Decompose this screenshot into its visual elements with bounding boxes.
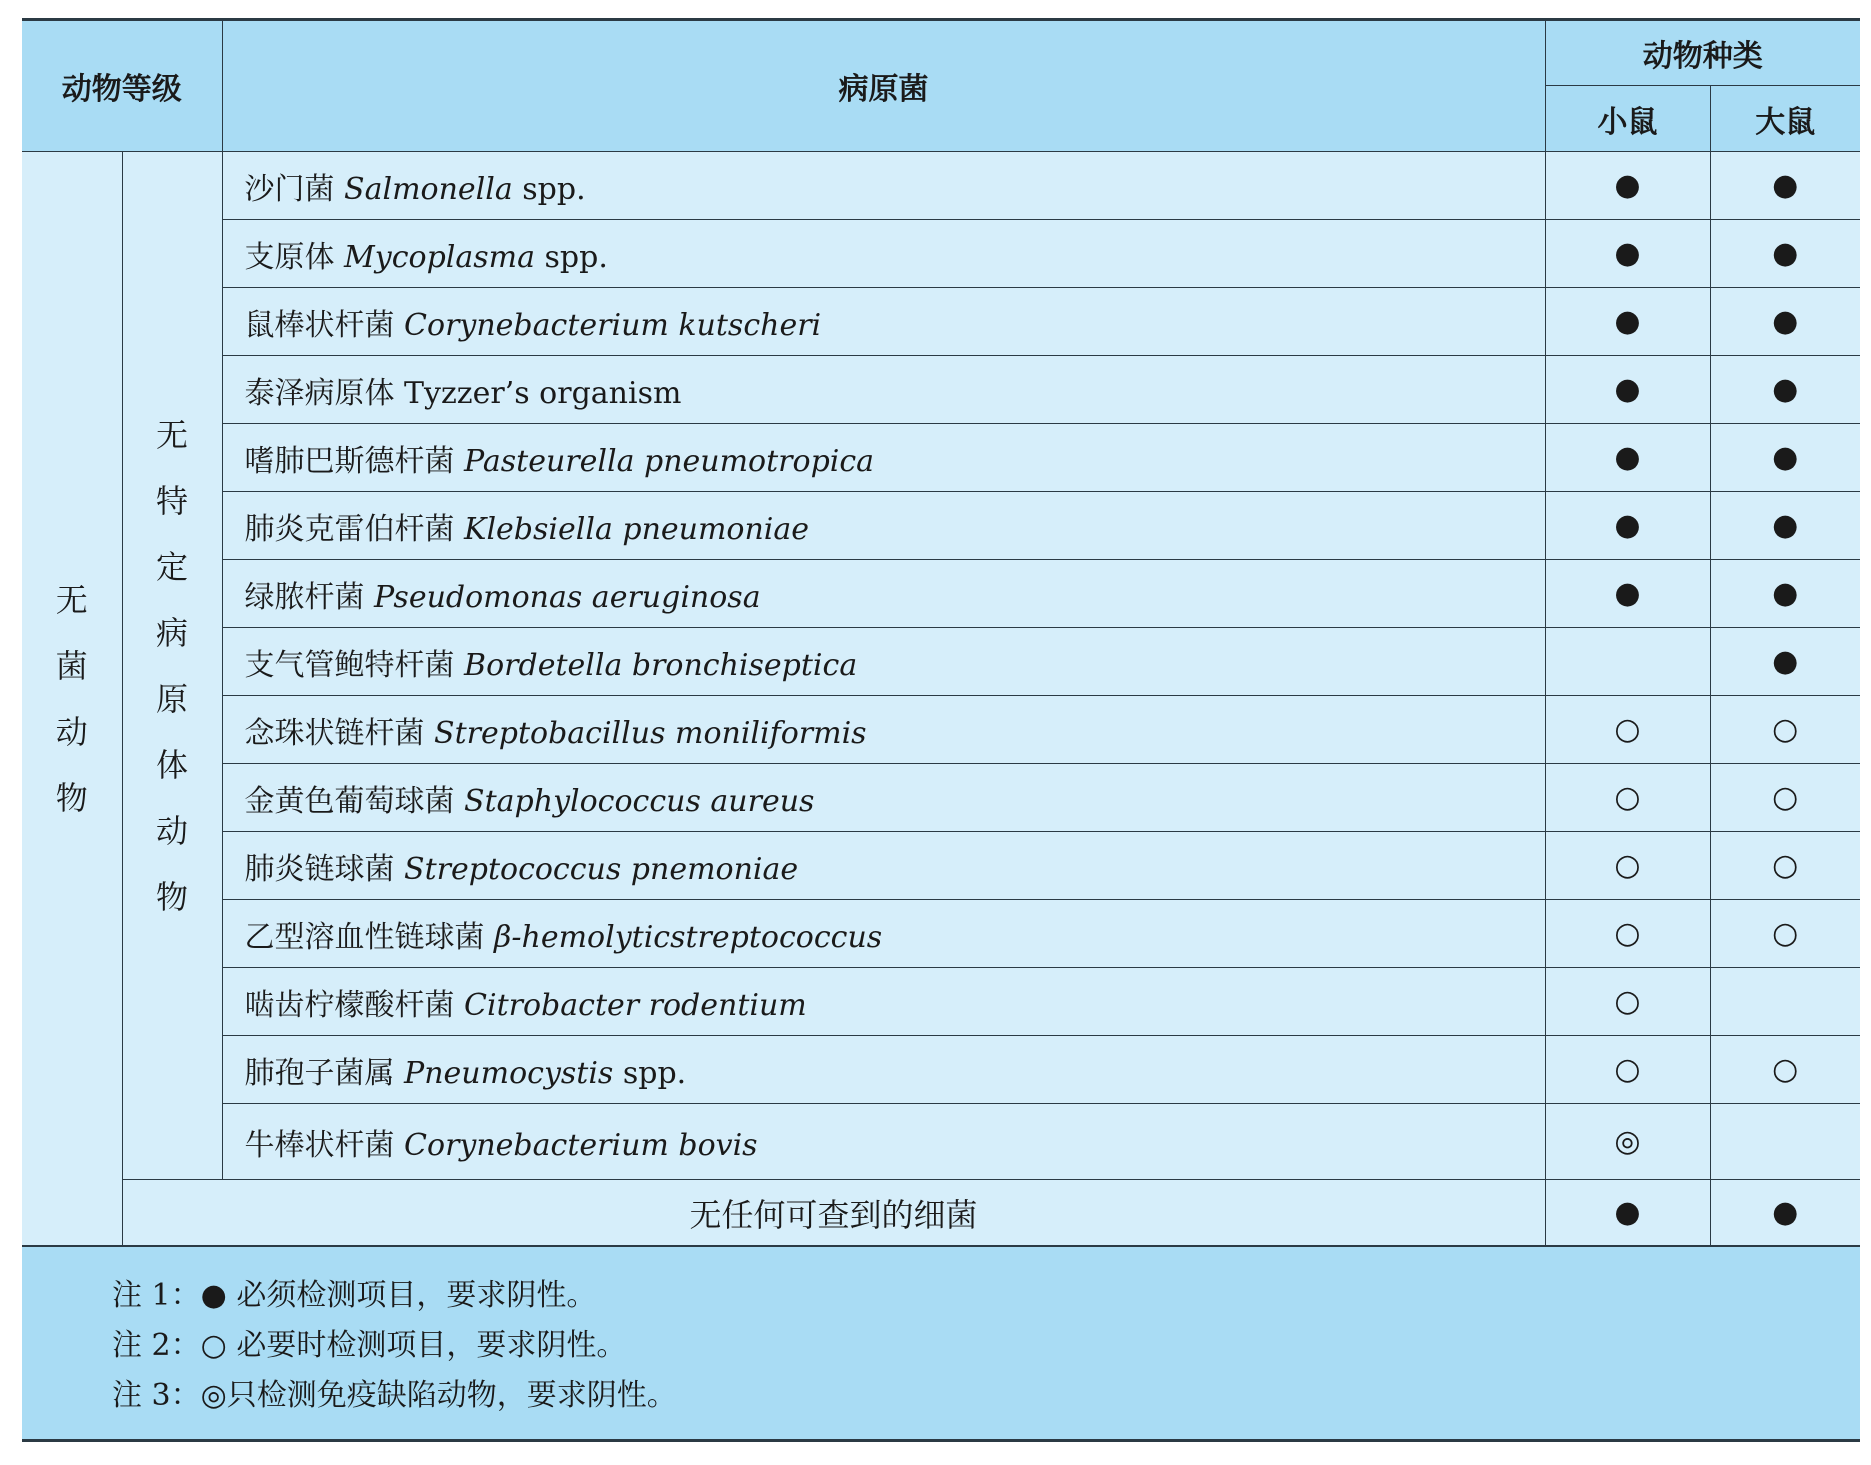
grade-germ-free-char: 物 <box>55 778 88 817</box>
pathogen-suffix: spp. <box>512 171 586 207</box>
rat-mark: ● <box>1710 356 1860 424</box>
mouse-mark: ○ <box>1545 832 1710 900</box>
rat-mark <box>1710 968 1860 1036</box>
table-row <box>22 152 1860 220</box>
pathogen-name <box>222 492 1545 560</box>
grade-spf-char: 无 <box>155 415 188 454</box>
pathogen-latin: Staphylococcus aureus <box>464 783 815 819</box>
pathogen-suffix: spp. <box>535 239 608 275</box>
grade-spf-char: 动 <box>155 811 188 850</box>
rat-mark: ○ <box>1710 696 1860 764</box>
pathogen-cn: 沙门菌 <box>244 171 335 207</box>
mouse-mark: ○ <box>1545 696 1710 764</box>
table-row <box>22 832 1860 900</box>
mouse-mark: ● <box>1545 288 1710 356</box>
mouse-mark: ● <box>1545 356 1710 424</box>
pathogen-latin: Pseudomonas aeruginosa <box>374 579 761 615</box>
header-mouse: 小鼠 <box>1545 86 1710 152</box>
table-notes <box>22 1246 1860 1442</box>
pathogen-cn: 肺孢子菌属 <box>244 1055 395 1091</box>
pathogen-latin: Corynebacterium bovis <box>404 1127 758 1163</box>
pathogen-latin: Pasteurella pneumotropica <box>464 443 875 479</box>
pathogen-name <box>222 832 1545 900</box>
grade-spf-char: 原 <box>155 679 188 718</box>
rat-mark: ○ <box>1710 1036 1860 1104</box>
table-row <box>22 492 1860 560</box>
mouse-mark: ● <box>1545 220 1710 288</box>
grade-germ-free <box>22 152 122 1246</box>
mouse-mark: ○ <box>1545 764 1710 832</box>
pathogen-name <box>222 1036 1545 1104</box>
mouse-mark: ○ <box>1545 1036 1710 1104</box>
pathogen-table <box>22 18 1860 1246</box>
pathogen-name <box>222 152 1545 220</box>
table-row <box>22 356 1860 424</box>
mouse-mark: ◎ <box>1545 1104 1710 1180</box>
grade-germ-free-char: 菌 <box>55 646 88 685</box>
rat-mark: ○ <box>1710 900 1860 968</box>
rat-mark: ● <box>1710 152 1860 220</box>
mouse-mark: ○ <box>1545 968 1710 1036</box>
pathogen-cn: 牛棒状杆菌 <box>244 1127 395 1163</box>
pathogen-name <box>222 968 1545 1036</box>
grade-spf <box>122 152 222 1180</box>
pathogen-name <box>222 900 1545 968</box>
rat-mark: ● <box>1710 288 1860 356</box>
rat-mark: ○ <box>1710 832 1860 900</box>
table-row <box>22 900 1860 968</box>
pathogen-cn: 支原体 <box>244 239 335 275</box>
grade-spf-char: 病 <box>155 613 188 652</box>
pathogen-latin: Streptobacillus moniliformis <box>434 715 867 751</box>
grade-spf-char: 物 <box>155 877 188 916</box>
rat-mark: ○ <box>1710 764 1860 832</box>
pathogen-latin: Streptococcus pnemoniae <box>404 851 799 887</box>
pathogen-latin: Pneumocystis <box>404 1055 614 1091</box>
pathogen-name <box>222 424 1545 492</box>
pathogen-suffix: Tyzzer’s organism <box>404 375 682 411</box>
header-species: 动物种类 <box>1545 20 1860 86</box>
pathogen-latin: Corynebacterium kutscheri <box>404 307 822 343</box>
note-2: 注 2：○ 必要时检测项目，要求阴性。 <box>112 1328 627 1363</box>
header-grade: 动物等级 <box>22 20 222 152</box>
mouse-mark: ● <box>1545 424 1710 492</box>
table-row <box>22 220 1860 288</box>
pathogen-cn: 乙型溶血性链球菌 <box>244 919 485 955</box>
pathogen-cn: 鼠棒状杆菌 <box>244 307 395 343</box>
pathogen-name <box>222 560 1545 628</box>
table-row <box>22 764 1860 832</box>
grade-germ-free-char: 动 <box>55 712 88 751</box>
pathogen-latin: Salmonella <box>344 171 513 207</box>
pathogen-name <box>222 764 1545 832</box>
mouse-mark: ○ <box>1545 900 1710 968</box>
mouse-mark <box>1545 628 1710 696</box>
pathogen-name <box>222 696 1545 764</box>
pathogen-cn: 肺炎链球菌 <box>244 851 395 887</box>
summary-row <box>22 1180 1860 1246</box>
pathogen-cn: 念珠状链杆菌 <box>244 715 425 751</box>
pathogen-name <box>222 288 1545 356</box>
table-row <box>22 424 1860 492</box>
pathogen-cn: 泰泽病原体 <box>244 375 395 411</box>
pathogen-cn: 肺炎克雷伯杆菌 <box>244 511 455 547</box>
mouse-mark: ● <box>1545 492 1710 560</box>
grade-spf-char: 定 <box>155 547 188 586</box>
note-3: 注 3：◎只检测免疫缺陷动物，要求阴性。 <box>112 1378 677 1413</box>
pathogen-name <box>222 1104 1545 1180</box>
rat-mark: ● <box>1710 628 1860 696</box>
pathogen-latin: β-hemolyticstreptococcus <box>494 919 883 955</box>
summary-rat-mark: ● <box>1710 1180 1860 1246</box>
rat-mark <box>1710 1104 1860 1180</box>
pathogen-name <box>222 220 1545 288</box>
pathogen-cn: 绿脓杆菌 <box>244 579 365 615</box>
pathogen-suffix: spp. <box>613 1055 687 1091</box>
summary-label: 无任何可查到的细菌 <box>122 1180 1545 1246</box>
rat-mark: ● <box>1710 560 1860 628</box>
table-row <box>22 968 1860 1036</box>
rat-mark: ● <box>1710 220 1860 288</box>
pathogen-name <box>222 628 1545 696</box>
table-row <box>22 1104 1860 1180</box>
pathogen-cn: 支气管鲍特杆菌 <box>244 647 455 683</box>
pathogen-table-figure <box>22 18 1860 1442</box>
grade-germ-free-char: 无 <box>55 580 88 619</box>
grade-spf-char: 体 <box>155 745 188 784</box>
pathogen-cn: 啮齿柠檬酸杆菌 <box>244 987 455 1023</box>
table-row <box>22 696 1860 764</box>
table-row <box>22 560 1860 628</box>
summary-mouse-mark: ● <box>1545 1180 1710 1246</box>
pathogen-latin: Citrobacter rodentium <box>464 987 807 1023</box>
mouse-mark: ● <box>1545 560 1710 628</box>
pathogen-cn: 金黄色葡萄球菌 <box>244 783 455 819</box>
grade-spf-char: 特 <box>155 481 188 520</box>
rat-mark: ● <box>1710 424 1860 492</box>
note-1: 注 1：● 必须检测项目，要求阴性。 <box>112 1278 597 1313</box>
header-pathogen: 病原菌 <box>222 20 1545 152</box>
table-row <box>22 628 1860 696</box>
pathogen-name <box>222 356 1545 424</box>
pathogen-cn: 嗜肺巴斯德杆菌 <box>244 443 455 479</box>
table-body <box>22 152 1860 1246</box>
mouse-mark: ● <box>1545 152 1710 220</box>
pathogen-latin: Bordetella bronchiseptica <box>464 647 858 683</box>
header-rat: 大鼠 <box>1710 86 1860 152</box>
pathogen-latin: Mycoplasma <box>344 239 535 275</box>
table-row <box>22 288 1860 356</box>
pathogen-latin: Klebsiella pneumoniae <box>464 511 810 547</box>
rat-mark: ● <box>1710 492 1860 560</box>
table-row <box>22 1036 1860 1104</box>
